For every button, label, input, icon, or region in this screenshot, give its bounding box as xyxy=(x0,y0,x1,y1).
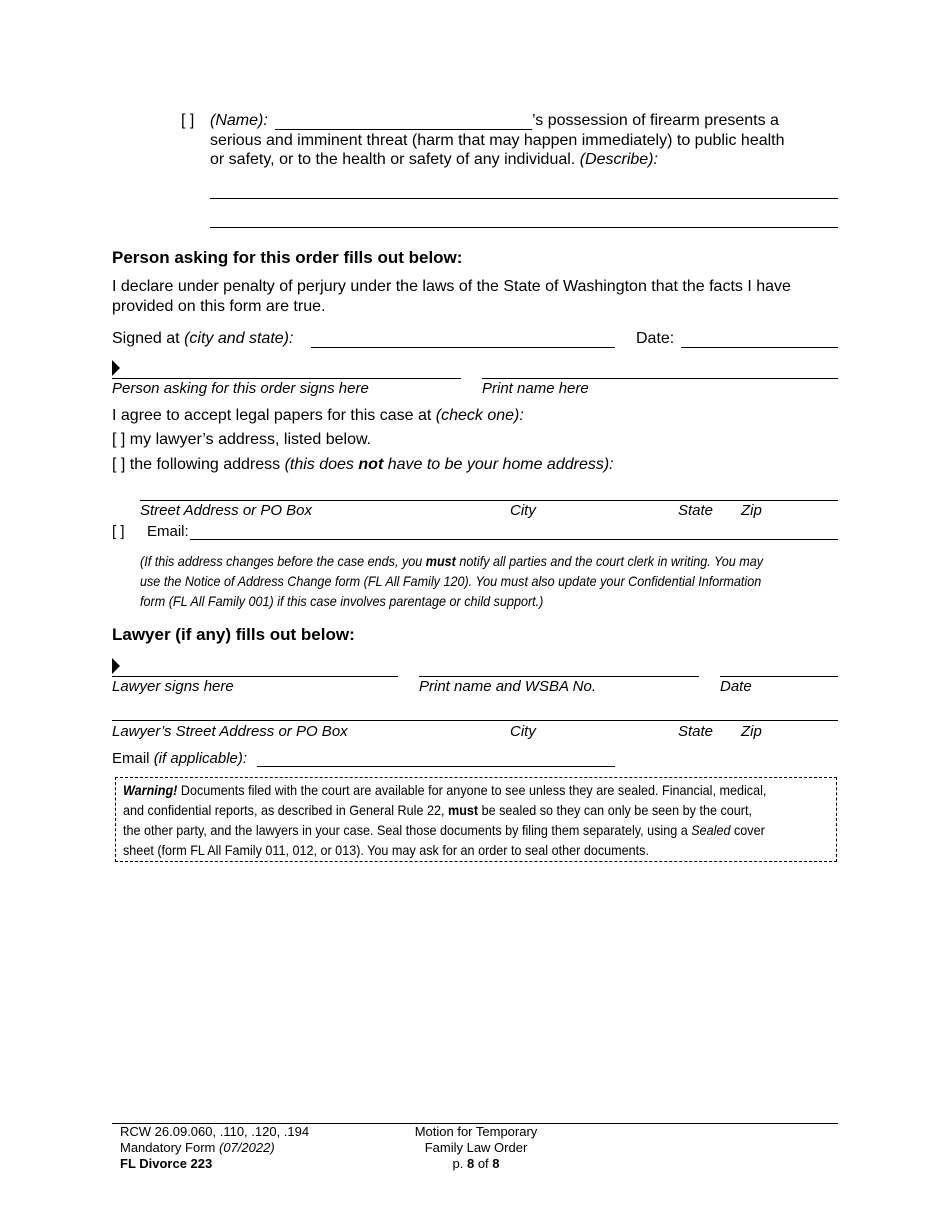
lawyer-email-field[interactable] xyxy=(257,766,615,767)
lawyer-date-label: Date xyxy=(720,678,752,695)
addr-street-label: Street Address or PO Box xyxy=(140,502,313,519)
declaration-line1: I declare under penalty of perjury under the laws of the State of Washington that the facts I have xyxy=(112,278,791,295)
service-option-address[interactable]: [ ] the following address (this does not have to be your home address): xyxy=(112,456,614,473)
firearm-text-line2: serious and imminent threat (harm that may happen immediately) to public health xyxy=(210,132,785,149)
signed-at-field[interactable] xyxy=(311,347,615,348)
date-field[interactable] xyxy=(681,347,838,348)
footer-rcw: RCW 26.09.060, .110, .120, .194 xyxy=(120,1124,310,1139)
footer-left xyxy=(120,1124,309,1172)
lawyer-addr-state-label: State xyxy=(678,723,714,740)
firearm-text-line3: or safety, or to the health or safety of any individual. (Describe): xyxy=(210,151,658,168)
option-address-checkbox[interactable]: [ ] xyxy=(112,456,126,473)
firearm-text-after-name: ’s possession of firearm presents a xyxy=(532,112,779,129)
warning-text: Warning! Documents filed with the court are available for anyone to see unless they are sealed. Financial, medical, and confidential reports, as described in General Rule 22, must be sealed so they can only be seen by the court, the other party, and the lawyers in your case. Seal those documents by filing them separately, using a Sealed cover sheet (form FL All Family 011, 012, or 013). You may ask for an order to seal other documents. xyxy=(123,782,767,858)
service-option-lawyer[interactable]: [ ] my lawyer’s address, listed below. xyxy=(112,431,372,448)
lawyer-print-label: Print name and WSBA No. xyxy=(419,678,597,695)
lawyer-signature-field[interactable] xyxy=(112,676,398,677)
lawyer-print-name-field[interactable] xyxy=(419,676,699,677)
addr-zip-label: Zip xyxy=(741,502,762,519)
footer-title-1: Motion for Temporary xyxy=(414,1124,538,1139)
firearm-name-field[interactable] xyxy=(275,129,532,130)
email-label: Email: xyxy=(147,523,189,540)
petitioner-print-label: Print name here xyxy=(482,380,589,397)
footer-center xyxy=(396,1124,556,1172)
petitioner-heading: Person asking for this order fills out below: xyxy=(112,248,463,267)
lawyer-date-field[interactable] xyxy=(720,676,838,677)
petitioner-address-field[interactable] xyxy=(140,500,838,501)
date-label: Date: xyxy=(636,330,675,347)
petitioner-signature-field[interactable] xyxy=(112,378,461,379)
describe-line-1[interactable] xyxy=(210,198,838,199)
footer-page-number: p. 8 of 8 xyxy=(452,1156,500,1171)
address-change-notice: (If this address changes before the case ends, you must notify all parties and the court clerk in writing. You may use the Notice of Address Change form (FL All Family 120). You must also update your Confidential Information form (FL All Family 001) if this case involves parentage or child support.) xyxy=(140,553,764,609)
firearm-checkbox[interactable]: [ ] xyxy=(181,112,195,129)
addr-city-label: City xyxy=(510,502,536,519)
footer-title-2: Family Law Order xyxy=(424,1140,528,1155)
option-lawyer-checkbox[interactable]: [ ] xyxy=(112,431,126,448)
lawyer-signature-arrow-icon xyxy=(112,658,120,674)
email-field[interactable] xyxy=(190,539,838,540)
declaration-line2: provided on this form are true. xyxy=(112,298,326,315)
lawyer-heading: Lawyer (if any) fills out below: xyxy=(112,625,355,644)
petitioner-print-name-field[interactable] xyxy=(482,378,838,379)
lawyer-addr-street-label: Lawyer’s Street Address or PO Box xyxy=(112,723,348,740)
lawyer-addr-city-label: City xyxy=(510,723,536,740)
addr-state-label: State xyxy=(678,502,714,519)
lawyer-sign-label: Lawyer signs here xyxy=(112,678,234,695)
lawyer-email-label: Email (if applicable): xyxy=(112,750,248,767)
firearm-name-label: (Name): xyxy=(210,112,268,129)
email-checkbox[interactable]: [ ] xyxy=(112,523,125,540)
petitioner-sign-label: Person asking for this order signs here xyxy=(112,380,369,397)
describe-line-2[interactable] xyxy=(210,227,838,228)
service-intro: I agree to accept legal papers for this case at (check one): xyxy=(112,407,524,424)
lawyer-addr-zip-label: Zip xyxy=(741,723,762,740)
footer-form-id: FL Divorce 223 xyxy=(120,1156,213,1171)
lawyer-address-field[interactable] xyxy=(112,720,838,721)
signature-arrow-icon xyxy=(112,360,120,376)
footer-mandatory: Mandatory Form (07/2022) xyxy=(120,1140,275,1155)
signed-at-label: Signed at (city and state): xyxy=(112,330,294,347)
